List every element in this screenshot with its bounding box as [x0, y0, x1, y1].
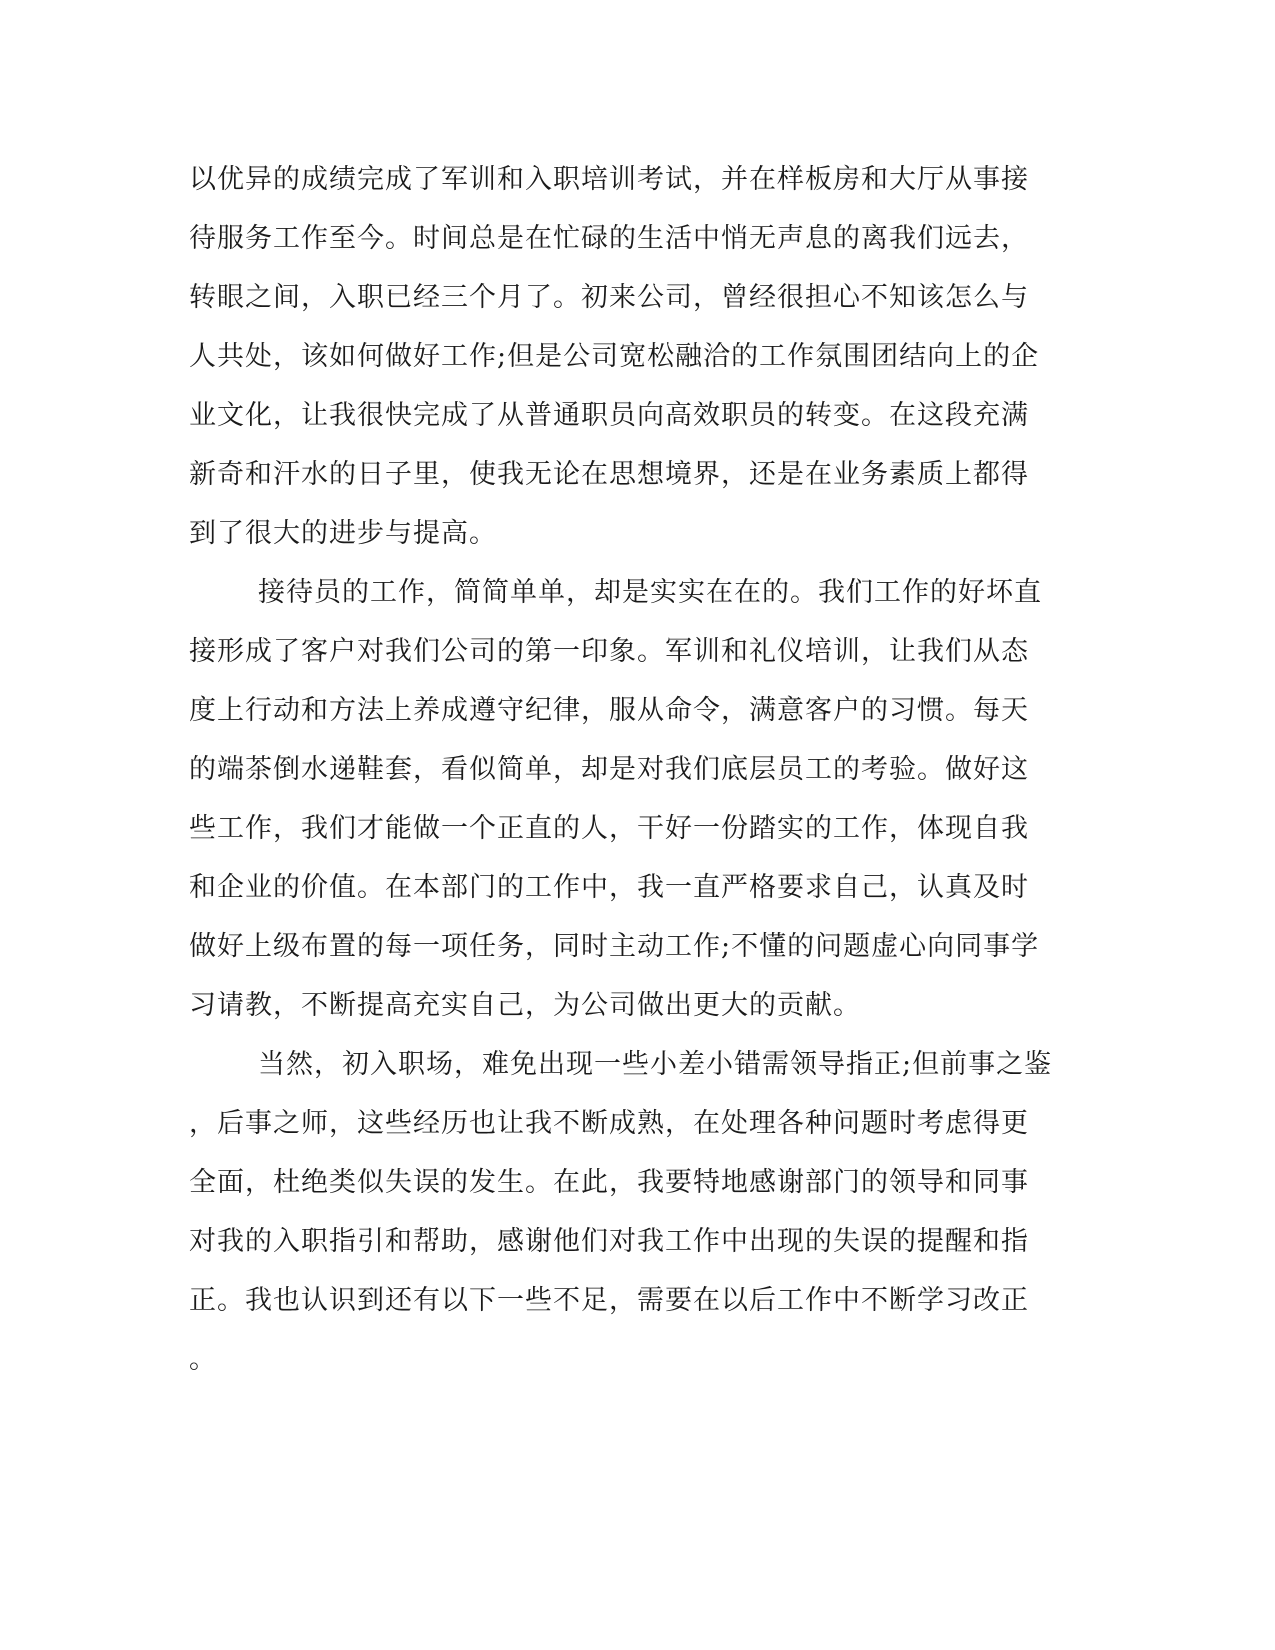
paragraph-first-line: 当然，初入职场，难免出现一些小差小错需领导指正;但前事之鉴 [258, 1049, 1053, 1080]
text-line: 接形成了客户对我们公司的第一印象。军训和礼仪培训，让我们从态 [189, 636, 1029, 667]
text-line: 的端茶倒水递鞋套，看似简单，却是对我们底层员工的考验。做好这 [189, 754, 1029, 785]
text-line: ，后事之师，这些经历也让我不断成熟，在处理各种问题时考虑得更 [189, 1108, 1029, 1139]
text-line: 对我的入职指引和帮助，感谢他们对我工作中出现的失误的提醒和指 [189, 1226, 1029, 1257]
text-line: 以优异的成绩完成了军训和入职培训考试，并在样板房和大厅从事接 [189, 164, 1029, 195]
text-line: 正。我也认识到还有以下一些不足，需要在以后工作中不断学习改正 [189, 1285, 1029, 1316]
text-line: 习请教，不断提高充实自己，为公司做出更大的贡献。 [189, 990, 861, 1021]
text-line: 待服务工作至今。时间总是在忙碌的生活中悄无声息的离我们远去， [189, 223, 1029, 254]
text-line: 和企业的价值。在本部门的工作中，我一直严格要求自己，认真及时 [189, 872, 1029, 903]
text-line: 度上行动和方法上养成遵守纪律，服从命令，满意客户的习惯。每天 [189, 695, 1029, 726]
text-line: 。 [189, 1344, 217, 1375]
text-line: 新奇和汗水的日子里，使我无论在思想境界，还是在业务素质上都得 [189, 459, 1029, 490]
text-line: 些工作，我们才能做一个正直的人，干好一份踏实的工作，体现自我 [189, 813, 1029, 844]
text-line: 转眼之间，入职已经三个月了。初来公司，曾经很担心不知该怎么与 [189, 282, 1029, 313]
text-line: 业文化，让我很快完成了从普通职员向高效职员的转变。在这段充满 [189, 400, 1029, 431]
paragraph-first-line: 接待员的工作，简简单单，却是实实在在的。我们工作的好坏直 [258, 577, 1042, 608]
text-line: 做好上级布置的每一项任务，同时主动工作;不懂的问题虚心向同事学 [189, 931, 1040, 962]
text-line: 到了很大的进步与提高。 [189, 518, 497, 549]
text-line: 全面，杜绝类似失误的发生。在此，我要特地感谢部门的领导和同事 [189, 1167, 1029, 1198]
text-line: 人共处，该如何做好工作;但是公司宽松融洽的工作氛围团结向上的企 [189, 341, 1040, 372]
